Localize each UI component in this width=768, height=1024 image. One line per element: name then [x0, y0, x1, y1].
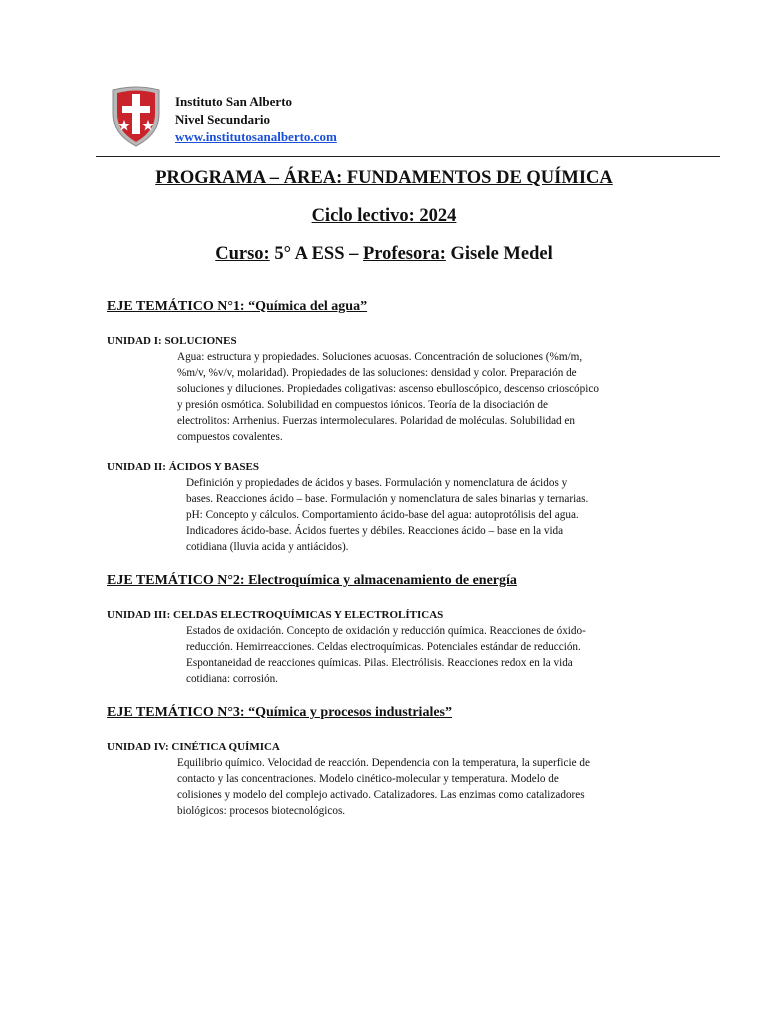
course-label: Curso:: [215, 244, 270, 264]
institution-level: Nivel Secundario: [175, 111, 270, 127]
unidad-3-content: Estados de oxidación. Concepto de oxidación y reducción química. Reacciones de óxido- reducción. Hemirreacciones. Celdas electroquímicas. Potenciales estándar de reducción. Espontaneidad de reacciones químicas. Pilas. Electrólisis. Reacciones redox en la vida cotidiana: corrosión.: [186, 625, 586, 685]
eje-3-title: EJE TEMÁTICO N°3: “Química y procesos industriales”: [107, 705, 452, 720]
eje-1-title: EJE TEMÁTICO N°1: “Química del agua”: [107, 299, 368, 314]
course-line: [0, 244, 768, 265]
institution-name: Instituto San Alberto: [175, 94, 293, 109]
unidad-2-title: UNIDAD II: ÁCIDOS Y BASES: [107, 461, 259, 473]
institution-header: [175, 93, 337, 146]
school-shield-logo: [108, 84, 164, 148]
eje-2-title: EJE TEMÁTICO N°2: Electroquímica y almacenamiento de energía: [107, 573, 517, 588]
unidad-4-content: Equilibrio químico. Velocidad de reacción. Dependencia con la temperatura, la superficie de contacto y las concentraciones. Modelo cinético-molecular y temperatura. Modelo de colisiones y modelo del complejo activado. Catalizadores. Las enzimas como catalizadores biológicos: procesos biotecnológicos.: [177, 757, 590, 817]
teacher-label: Profesora:: [363, 244, 446, 264]
unidad-2-content: Definición y propiedades de ácidos y bases. Formulación y nomenclatura de ácidos y bases. Reacciones ácido – base. Formulación y nomenclatura de sales binarias y ternarias. pH: Concepto y cálculos. Comportamiento ácido-base del agua: autoprotólisis del agua. Indicadores ácido-base. Ácidos fuertes y débiles. Reacciones ácido – base en la vida cotidiana (lluvia acida y antiácidos).: [186, 477, 589, 553]
teacher-value: Gisele Medel: [445, 244, 553, 264]
program-title: PROGRAMA – ÁREA: FUNDAMENTOS DE QUÍMICA: [155, 168, 613, 188]
unidad-1-title: UNIDAD I: SOLUCIONES: [107, 335, 237, 347]
header-divider: [96, 156, 720, 157]
unidad-4-title: UNIDAD IV: CINÉTICA QUÍMICA: [107, 741, 280, 753]
cycle-title: Ciclo lectivo: 2024: [311, 206, 457, 226]
unidad-1-content: Agua: estructura y propiedades. Soluciones acuosas. Concentración de soluciones (%m/m, %m/v, %v/v, molaridad). Propiedades de las soluciones: densidad y color. Preparación de soluciones y diluciones. Propiedades coligativas: ascenso ebulloscópico, descenso crioscópico y presión osmótica. Solubilidad en compuestos iónicos. Teoría de la disociación de electrolitos: Arrhenius. Fuerzas intermoleculares. Polaridad de moléculas. Solubilidad en compuestos covalentes.: [177, 351, 599, 443]
website-link[interactable]: www.institutosanalberto.com: [175, 129, 337, 144]
unidad-3-title: UNIDAD III: CELDAS ELECTROQUÍMICAS Y ELECTROLÍTICAS: [107, 609, 444, 621]
course-value: 5° A ESS –: [269, 244, 363, 264]
